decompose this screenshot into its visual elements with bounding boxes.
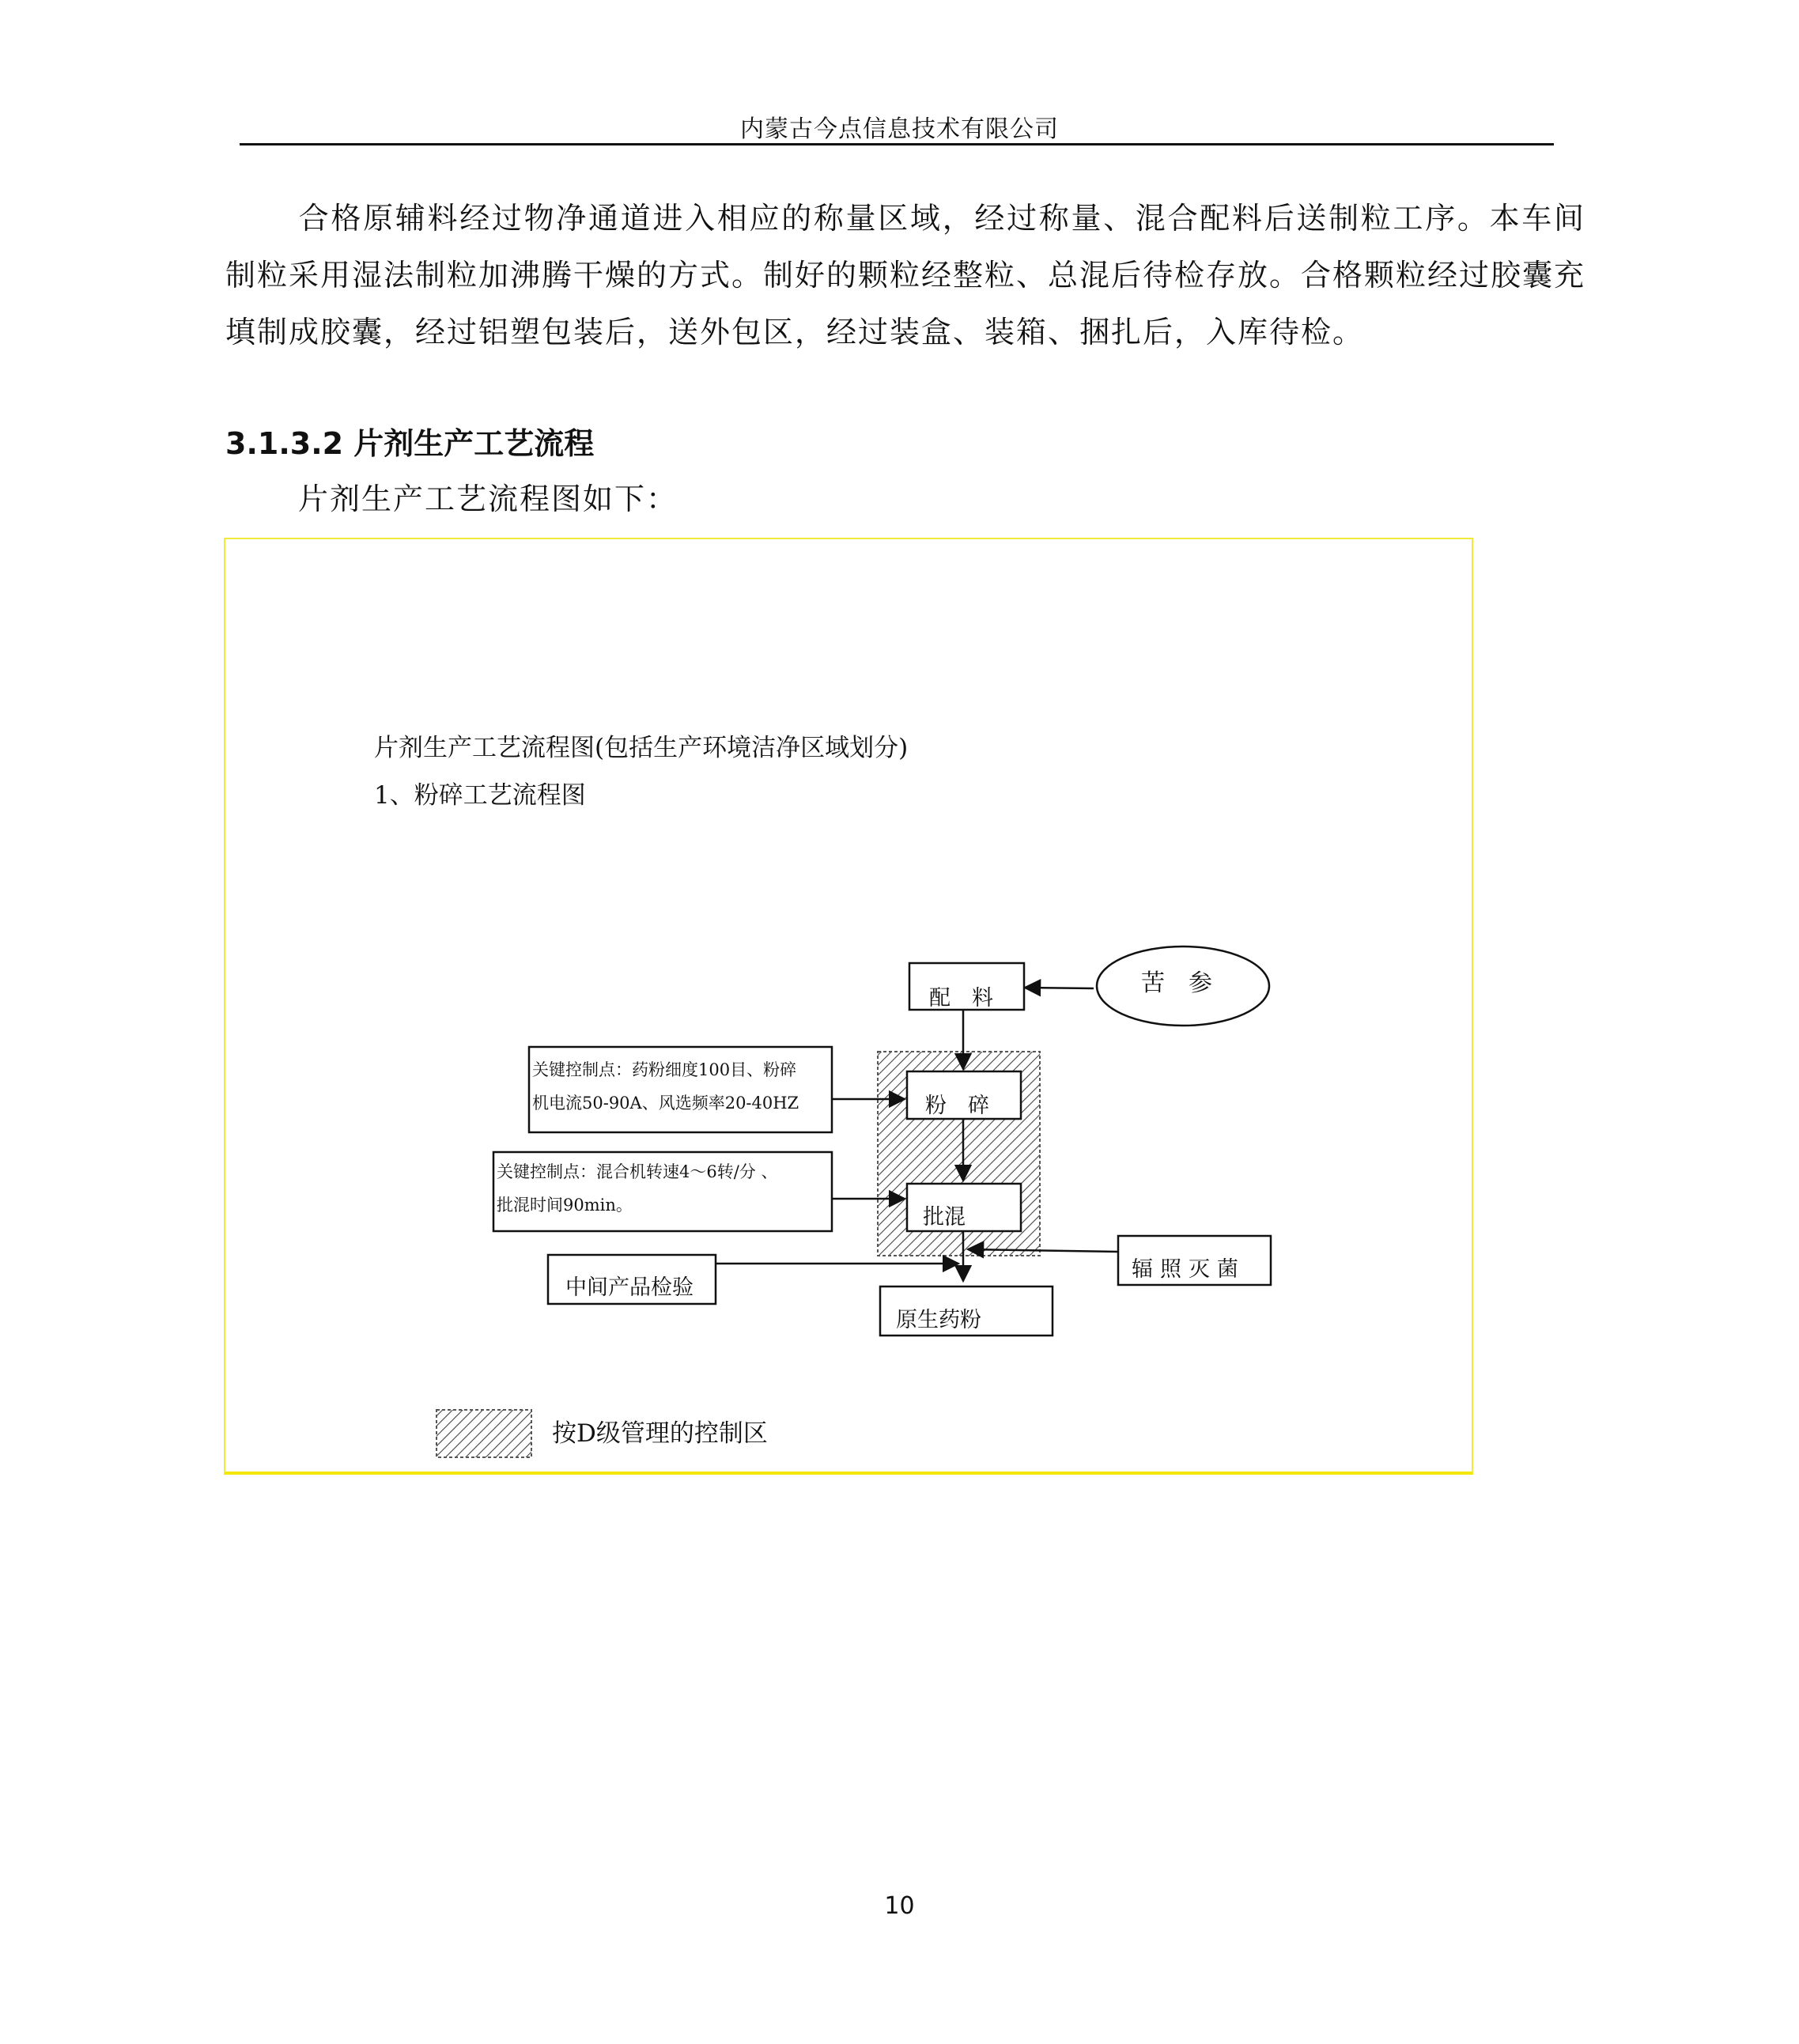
node-pihun-label: 批混 <box>923 1205 966 1230</box>
figure-intro: 片剂生产工艺流程图如下： <box>298 482 678 516</box>
section-heading: 3.1.3.2 片剂生产工艺流程 <box>225 426 595 461</box>
node-peiliao-label: 配 料 <box>929 986 993 1011</box>
control-point-1-line2: 机电流50-90A、风选频率20-40HZ <box>532 1094 799 1113</box>
node-zhongjian-label: 中间产品检验 <box>565 1275 694 1300</box>
node-fensui-label: 粉 碎 <box>925 1094 989 1118</box>
body-paragraph-text: 合格原辅料经过物净通道进入相应的称量区域，经过称量、混合配料后送制粒工序。本车间制粒采用湿法制粒加沸腾干燥的方式。制好的颗粒经整粒、总混后待检存放。合格颗粒经过胶囊充填制成胶囊，经过铝塑包装后，送外包区，经过装盒、装箱、捆扎后，入库待检。 <box>225 201 1586 349</box>
legend-swatch <box>437 1410 531 1457</box>
figure-title: 片剂生产工艺流程图(包括生产环境洁净区域划分) <box>374 734 909 762</box>
control-point-2-line2: 批混时间90min。 <box>497 1196 633 1215</box>
control-point-2-line1: 关键控制点：混合机转速4～6转/分 、 <box>497 1162 778 1181</box>
header-company-name: 内蒙古今点信息技术有限公司 <box>740 115 1059 143</box>
figure-subtitle: 1、粉碎工艺流程图 <box>374 781 586 810</box>
page-number: 10 <box>884 1892 915 1920</box>
legend-label: 按D级管理的控制区 <box>552 1419 768 1448</box>
control-point-1-line1: 关键控制点：药粉细度100目、粉碎 <box>532 1060 797 1079</box>
node-yuansheng-label: 原生药粉 <box>896 1308 981 1332</box>
node-fuzhao-label: 辐照灭菌 <box>1132 1257 1245 1282</box>
node-kushen-label: 苦 参 <box>1141 969 1212 997</box>
